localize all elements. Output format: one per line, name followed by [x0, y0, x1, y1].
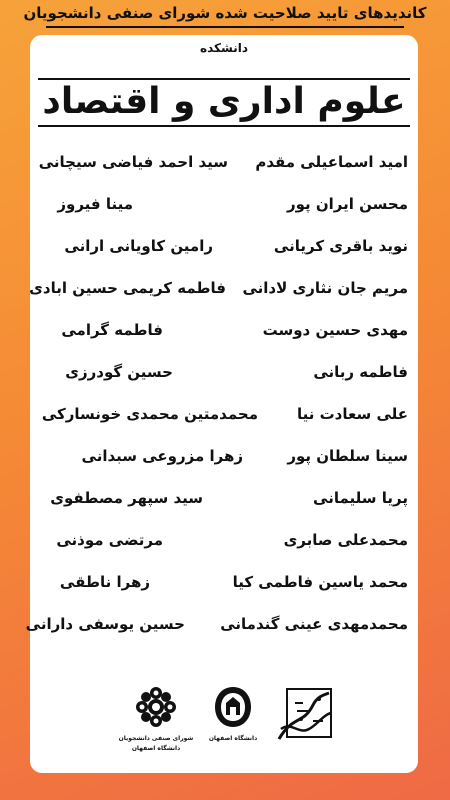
divider-bottom — [38, 125, 410, 127]
candidate-name: رامین کاویانی ارانی — [64, 237, 213, 255]
poster-title: کاندیدهای تایید صلاحیت شده شورای صنفی دانشجویان — [23, 4, 427, 22]
student-council-logo: شورای صنفی دانشجویان دانشگاه اصفهان — [116, 685, 196, 753]
candidate-name: مهدی حسین دوست — [262, 321, 408, 339]
candidate-name: مرتضی موذنی — [56, 531, 163, 549]
candidate-row — [30, 153, 418, 183]
candidate-name: محسن ایران پور — [286, 195, 408, 213]
candidate-row — [30, 531, 418, 561]
candidate-name: مینا فیروز — [57, 195, 133, 213]
council-emblem-icon — [134, 685, 178, 729]
candidate-row — [25, 615, 418, 645]
faculty-label: دانشکده — [200, 41, 248, 55]
candidate-name: علی سعادت نیا — [297, 405, 408, 423]
candidate-row — [30, 237, 418, 267]
candidate-name: پریا سلیمانی — [313, 489, 408, 507]
candidate-name: محمدمهدی عینی گندمانی — [220, 615, 408, 633]
logos-bar — [30, 685, 418, 765]
candidate-row — [30, 321, 418, 351]
candidate-row — [30, 573, 418, 603]
candidate-name: سینا سلطان پور — [287, 447, 408, 465]
candidate-row — [30, 363, 418, 393]
calligraphy-logo — [270, 685, 340, 749]
candidate-name: محمد یاسین فاطمی کیا — [232, 573, 408, 591]
candidate-row — [30, 489, 418, 519]
candidate-name: سید احمد فیاضی سیچانی — [38, 153, 228, 171]
candidate-name: امید اسماعیلی مقدم — [255, 153, 408, 171]
candidate-name: محمدعلی صابری — [283, 531, 408, 549]
candidate-name: فاطمه گرامی — [61, 321, 163, 339]
candidate-name: فاطمه کریمی حسین ابادی — [29, 279, 226, 297]
candidate-name: زهرا ناطقی — [59, 573, 150, 591]
calligraphy-emblem-icon — [273, 685, 337, 745]
candidate-card — [25, 35, 418, 773]
candidate-name: زهرا مزروعی سبدانی — [81, 447, 243, 465]
candidate-row — [30, 405, 418, 435]
candidate-name: مریم جان نثاری لادانی — [242, 279, 408, 297]
candidate-name: محمدمتین محمدی خونسارکی — [41, 405, 258, 423]
candidate-name: حسین یوسفی دارانی — [25, 615, 185, 633]
candidate-name: حسین گودرزی — [65, 363, 173, 381]
university-logo: دانشگاه اصفهان — [202, 685, 264, 743]
candidate-name: سید سپهر مصطفوی — [50, 489, 203, 507]
candidate-name: فاطمه ربانی — [313, 363, 408, 381]
candidate-row — [30, 447, 418, 477]
candidate-name: نوید باقری کریانی — [273, 237, 408, 255]
candidate-row — [30, 195, 418, 225]
divider-top — [38, 78, 410, 80]
university-emblem-icon — [213, 685, 253, 729]
title-underline — [46, 26, 404, 28]
candidate-row — [30, 279, 418, 309]
faculty-name: علوم اداری و اقتصاد — [42, 81, 406, 122]
